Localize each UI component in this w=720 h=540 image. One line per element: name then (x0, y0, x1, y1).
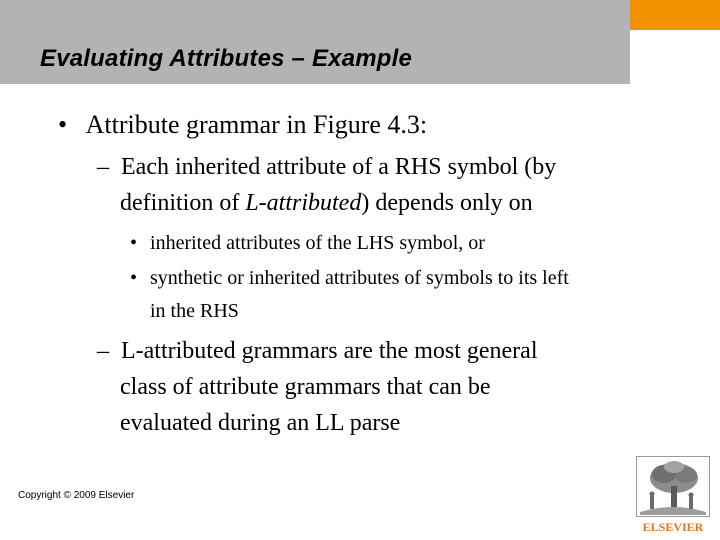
emphasized-term: L-attributed (245, 190, 362, 216)
sub-point-text: evaluated during an LL parse (120, 410, 401, 436)
sub-point-text: definition of (120, 190, 246, 216)
bullet-marker: • (130, 232, 138, 254)
sub-point-text: class of attribute grammars that can be (120, 374, 491, 400)
dash-marker: – (97, 338, 109, 364)
subsub-point-1 (130, 232, 485, 255)
slide-title: Evaluating Attributes – Example (40, 45, 413, 72)
copyright-notice: Copyright © 2009 Elsevier (18, 490, 135, 501)
sub-point-2-continuation (120, 410, 400, 437)
elsevier-wordmark: ELSEVIER (642, 520, 704, 534)
bullet-point-1 (58, 110, 427, 140)
subsub-point-text: synthetic or inherited attributes of symbols to its left (150, 267, 569, 289)
sub-point-1-continuation (120, 190, 533, 217)
accent-bar (630, 0, 720, 30)
bullet-text: Attribute grammar in Figure 4.3: (85, 110, 428, 139)
dash-marker: – (97, 154, 109, 180)
sub-point-2 (97, 338, 538, 365)
sub-point-2-continuation (120, 374, 491, 401)
sub-point-text: ) depends only on (361, 190, 533, 216)
subsub-point-text: in the RHS (150, 300, 239, 322)
bullet-marker: • (58, 110, 68, 139)
sub-point-text: L-attributed grammars are the most general (121, 338, 538, 364)
subsub-point-2 (130, 267, 569, 290)
subsub-point-text: inherited attributes of the LHS symbol, or (150, 232, 485, 254)
sub-point-1 (97, 154, 556, 181)
subsub-point-2-continuation (150, 300, 239, 323)
sub-point-text: Each inherited attribute of a RHS symbol (by (121, 154, 557, 180)
bullet-marker: • (130, 267, 138, 289)
elsevier-logo (636, 456, 710, 536)
